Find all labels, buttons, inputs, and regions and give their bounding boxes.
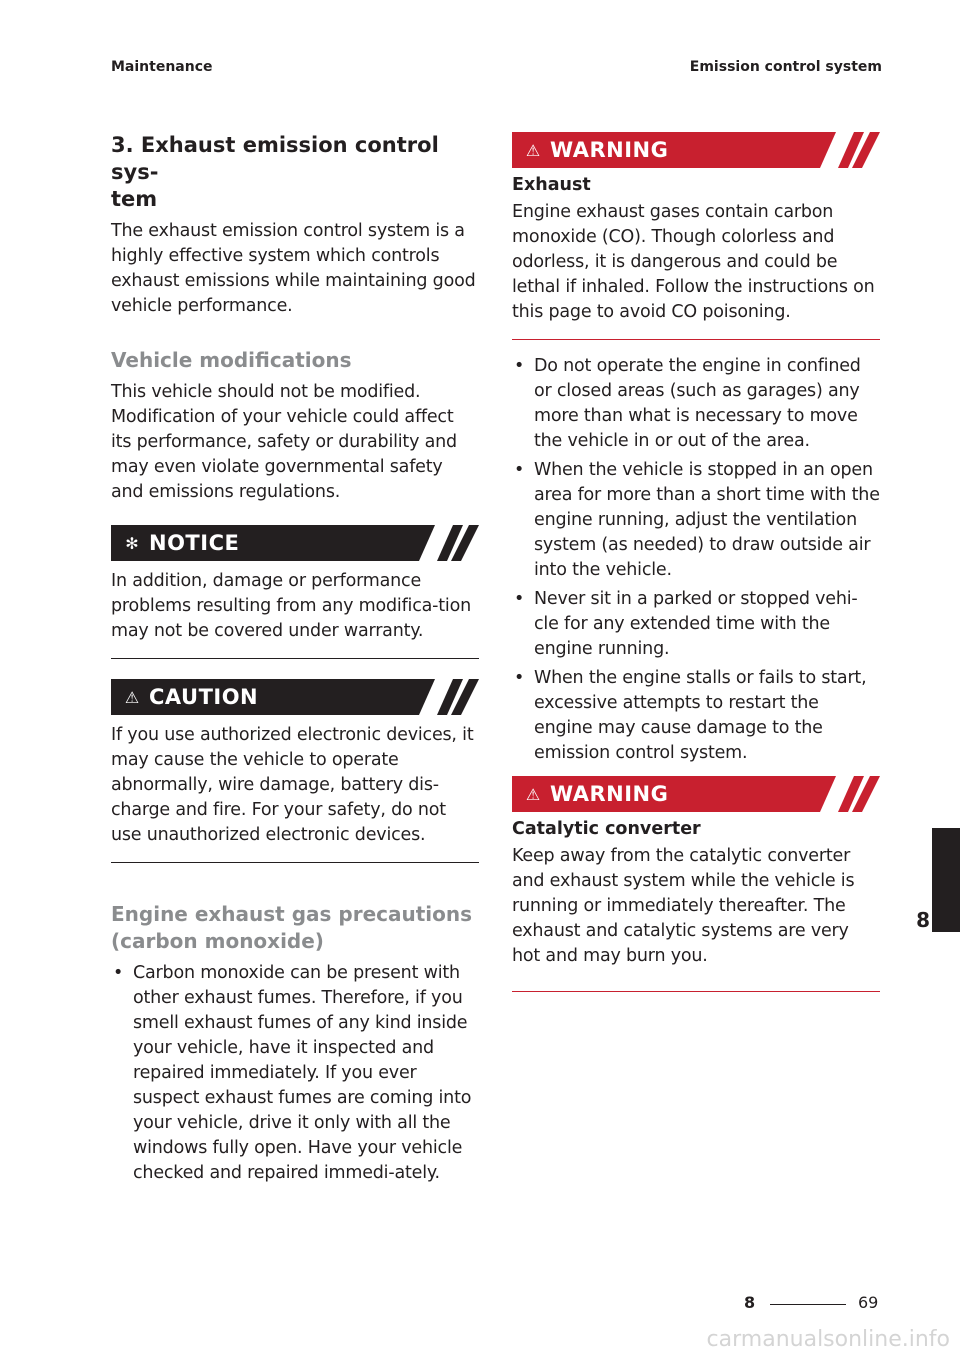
footer-divider <box>770 1304 846 1305</box>
warning-banner <box>512 132 880 168</box>
left-column <box>111 132 479 1190</box>
stripes-decoration <box>820 132 880 168</box>
caution-label: CAUTION <box>149 685 259 709</box>
page-number: 69 <box>858 1293 879 1312</box>
running-header-section: Emission control system <box>689 59 882 75</box>
list-item: • Never sit in a parked or stopped vehi-cle for any extended time with the engine running. <box>512 587 880 662</box>
warning-subtitle: Catalytic converter <box>512 819 701 839</box>
notice-box <box>111 525 479 659</box>
stripes-decoration <box>419 679 479 715</box>
notice-text: In addition, damage or performance problems resulting from any modifica-tion may not be covered under warranty. <box>111 571 471 641</box>
caution-text: If you use authorized electronic devices, it may cause the vehicle to operate abnormally, wire damage, battery dis-charge and fire. For your safety, do not use unauthorized electronic devices. <box>111 725 474 845</box>
warning-triangle-icon: ⚠ <box>525 140 541 160</box>
vehicle-modifications-heading: Vehicle modifications <box>111 348 352 372</box>
warning-subtitle: Exhaust <box>512 175 591 195</box>
notice-label: NOTICE <box>149 531 240 555</box>
notice-banner <box>111 525 479 561</box>
notice-rule <box>111 658 479 659</box>
footer-chapter: 8 <box>744 1293 756 1312</box>
warning-label: WARNING <box>550 782 669 806</box>
warning-box-exhaust <box>512 132 880 340</box>
warning-triangle-icon: ⚠ <box>525 784 541 804</box>
intro-paragraph: The exhaust emission control system is a highly effective system which controls exhaust emissions while maintaining good vehicle performance. <box>111 221 476 316</box>
warning-box-catalytic <box>512 776 880 992</box>
list-item: • When the vehicle is stopped in an open area for more than a short time with the engine running, adjust the ventilation system (as needed) to draw outside air into the vehicle. <box>512 458 880 583</box>
warning-triangle-icon: ⚠ <box>124 687 140 707</box>
list-item: • Do not operate the engine in confined or closed areas (such as garages) any more than what is necessary to move the vehicle in or out of the area. <box>512 354 880 454</box>
stripes-decoration <box>820 776 880 812</box>
caution-banner <box>111 679 479 715</box>
running-header-chapter: Maintenance <box>111 59 213 75</box>
warning-banner <box>512 776 880 812</box>
chapter-tab-number: 8 <box>916 908 930 932</box>
precautions-heading: Engine exhaust gas precautions (carbon monoxide) <box>111 902 473 953</box>
asterisk-icon: ✻ <box>125 533 139 553</box>
warning-text: Keep away from the catalytic converter and exhaust system while the vehicle is running or immediately thereafter. The exhaust and catalytic systems are very hot and may burn you. <box>512 846 855 966</box>
right-column <box>512 132 880 992</box>
warning-rule <box>512 339 880 340</box>
warning-text: Engine exhaust gases contain carbon monoxide (CO). Though colorless and odorless, it is dangerous and could be lethal if inhaled. Follow the instructions on this page to avoid CO poisoning. <box>512 202 875 322</box>
stripes-decoration <box>419 525 479 561</box>
watermark: carmanualsonline.info <box>706 1327 950 1352</box>
chapter-tab <box>932 828 960 932</box>
caution-rule <box>111 862 479 863</box>
vehicle-modifications-text: This vehicle should not be modified. Modification of your vehicle could affect its performance, safety or durability and may even violate governmental safety and emissions regulations. <box>111 382 457 502</box>
exhaust-precautions-list <box>512 354 880 766</box>
list-item: • When the engine stalls or fails to start, excessive attempts to restart the engine may cause damage to the emission control system. <box>512 666 880 766</box>
precautions-list <box>111 961 479 1186</box>
section-heading: 3. Exhaust emission control sys- tem <box>111 133 439 211</box>
list-item: • Carbon monoxide can be present with other exhaust fumes. Therefore, if you smell exhaust fumes of any kind inside your vehicle, have it inspected and repaired immediately. If you ever suspect exhaust fumes are coming into your vehicle, drive it only with all the windows fully open. Have your vehicle checked and repaired immedi-ately. <box>111 961 479 1186</box>
warning-label: WARNING <box>550 138 669 162</box>
caution-box <box>111 679 479 863</box>
warning-rule <box>512 991 880 992</box>
